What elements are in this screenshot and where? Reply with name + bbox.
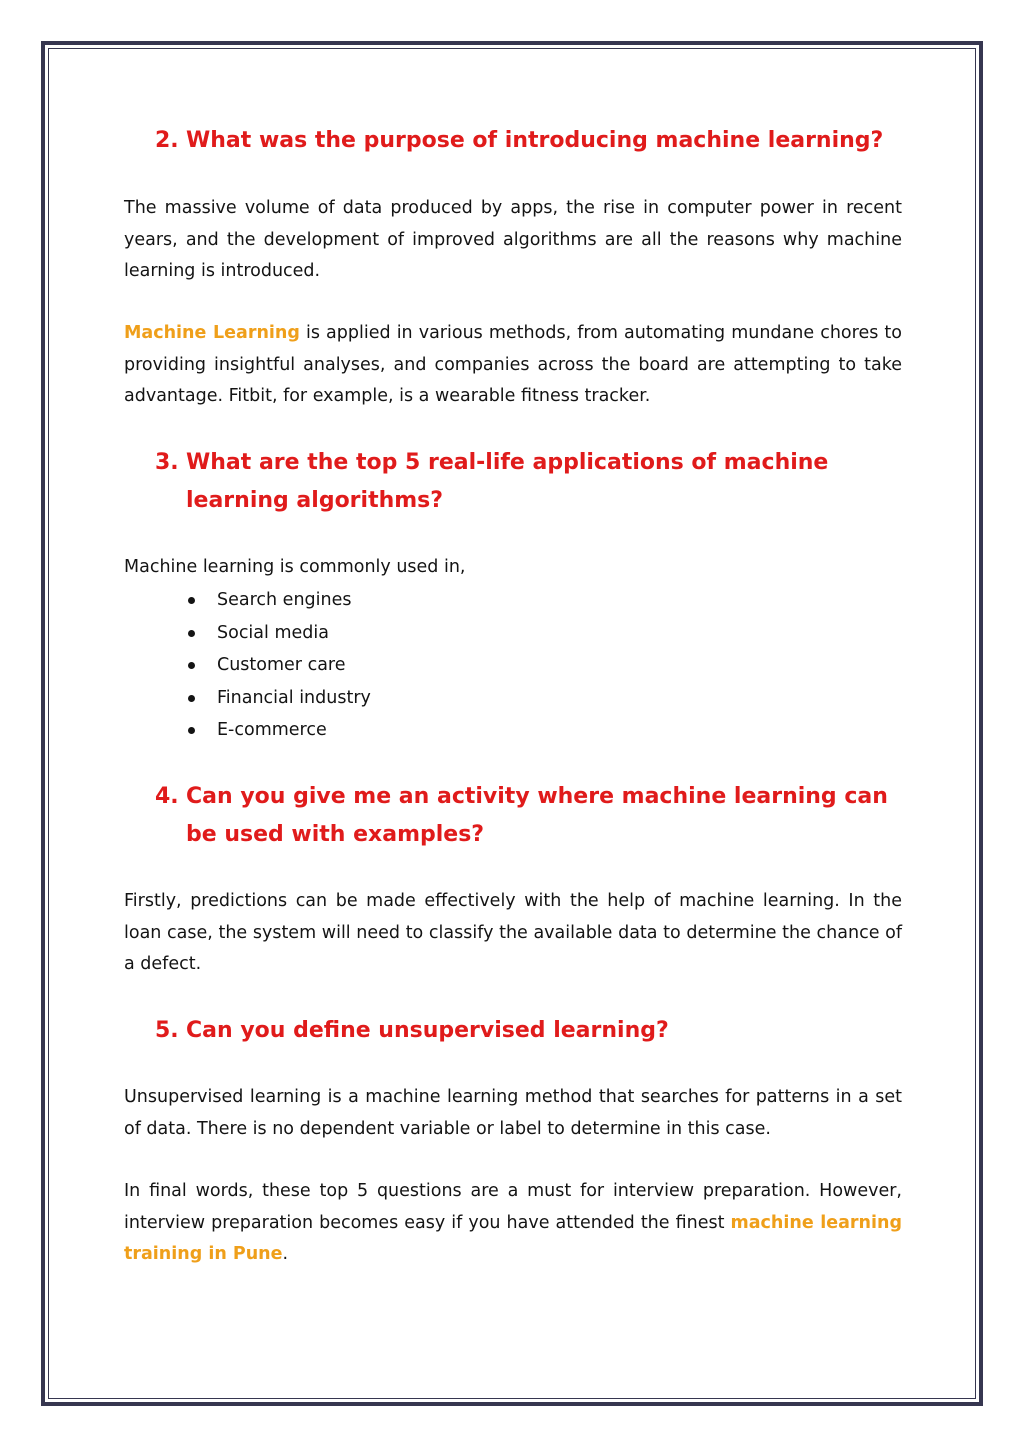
- list-item-label: Financial industry: [217, 687, 371, 708]
- list-item: [124, 682, 824, 715]
- bullet-icon: [188, 695, 195, 702]
- training-link[interactable]: machine learning training in Pune: [124, 1212, 903, 1264]
- bullet-icon: [188, 630, 195, 637]
- applications-list: [124, 584, 824, 747]
- paragraph-final-words: [124, 1176, 902, 1271]
- list-item: [124, 584, 824, 617]
- heading-text: Can you give me an activity where machine learning can be used with examples?: [186, 784, 888, 847]
- heading-section-3: [155, 444, 915, 520]
- heading-text: Can you define unsupervised learning?: [186, 1018, 669, 1043]
- heading-number: 3.: [155, 450, 179, 475]
- paragraph-final-words-end: .: [282, 1244, 289, 1264]
- paragraph-predictions: Firstly, predictions can be made effectively with the help of machine learning. In the loan case, the system will need to classify the available data to determine the chance of a defect.: [124, 891, 902, 974]
- list-item: [124, 649, 824, 682]
- list-item-label: E-commerce: [217, 720, 327, 740]
- list-item: [124, 617, 824, 650]
- list-item: [124, 714, 824, 747]
- bullet-icon: [188, 727, 195, 734]
- paragraph-commonly-used: Machine learning is commonly used in,: [124, 557, 466, 577]
- heading-section-4: [155, 778, 915, 854]
- heading-text: What are the top 5 real-life applications of machine learning algorithms?: [186, 450, 829, 513]
- paragraph-final-words-text: In final words, these top 5 questions are a must for interview preparation. However, interview preparation becomes easy if you have attended the finest: [124, 1181, 902, 1233]
- paragraph-applied-methods: [124, 318, 902, 413]
- machine-learning-link[interactable]: Machine Learning: [124, 323, 300, 343]
- heading-section-5: [155, 1012, 915, 1050]
- list-item-label: Search engines: [217, 590, 352, 610]
- paragraph-unsupervised: Unsupervised learning is a machine learning method that searches for patterns in a set of data. There is no dependent variable or label to determine in this case.: [124, 1087, 902, 1139]
- heading-text: What was the purpose of introducing machine learning?: [186, 128, 884, 153]
- list-item-label: Social media: [217, 622, 329, 643]
- heading-section-2: [155, 122, 915, 160]
- bullet-icon: [188, 662, 195, 669]
- paragraph-applied-methods-text: is applied in various methods, from automating mundane chores to providing insightful analyses, and companies across the board are attempting to take advantage. Fitbit, for example, is a wearable fitness tracker.: [124, 323, 902, 406]
- bullet-icon: [188, 597, 195, 604]
- list-item-label: Customer care: [217, 655, 346, 675]
- heading-number: 4.: [155, 784, 179, 809]
- heading-number: 5.: [155, 1018, 179, 1043]
- heading-number: 2.: [155, 128, 179, 153]
- paragraph-purpose: The massive volume of data produced by apps, the rise in computer power in recent years, and the development of improved algorithms are all the reasons why machine learning is introduced.: [124, 198, 902, 281]
